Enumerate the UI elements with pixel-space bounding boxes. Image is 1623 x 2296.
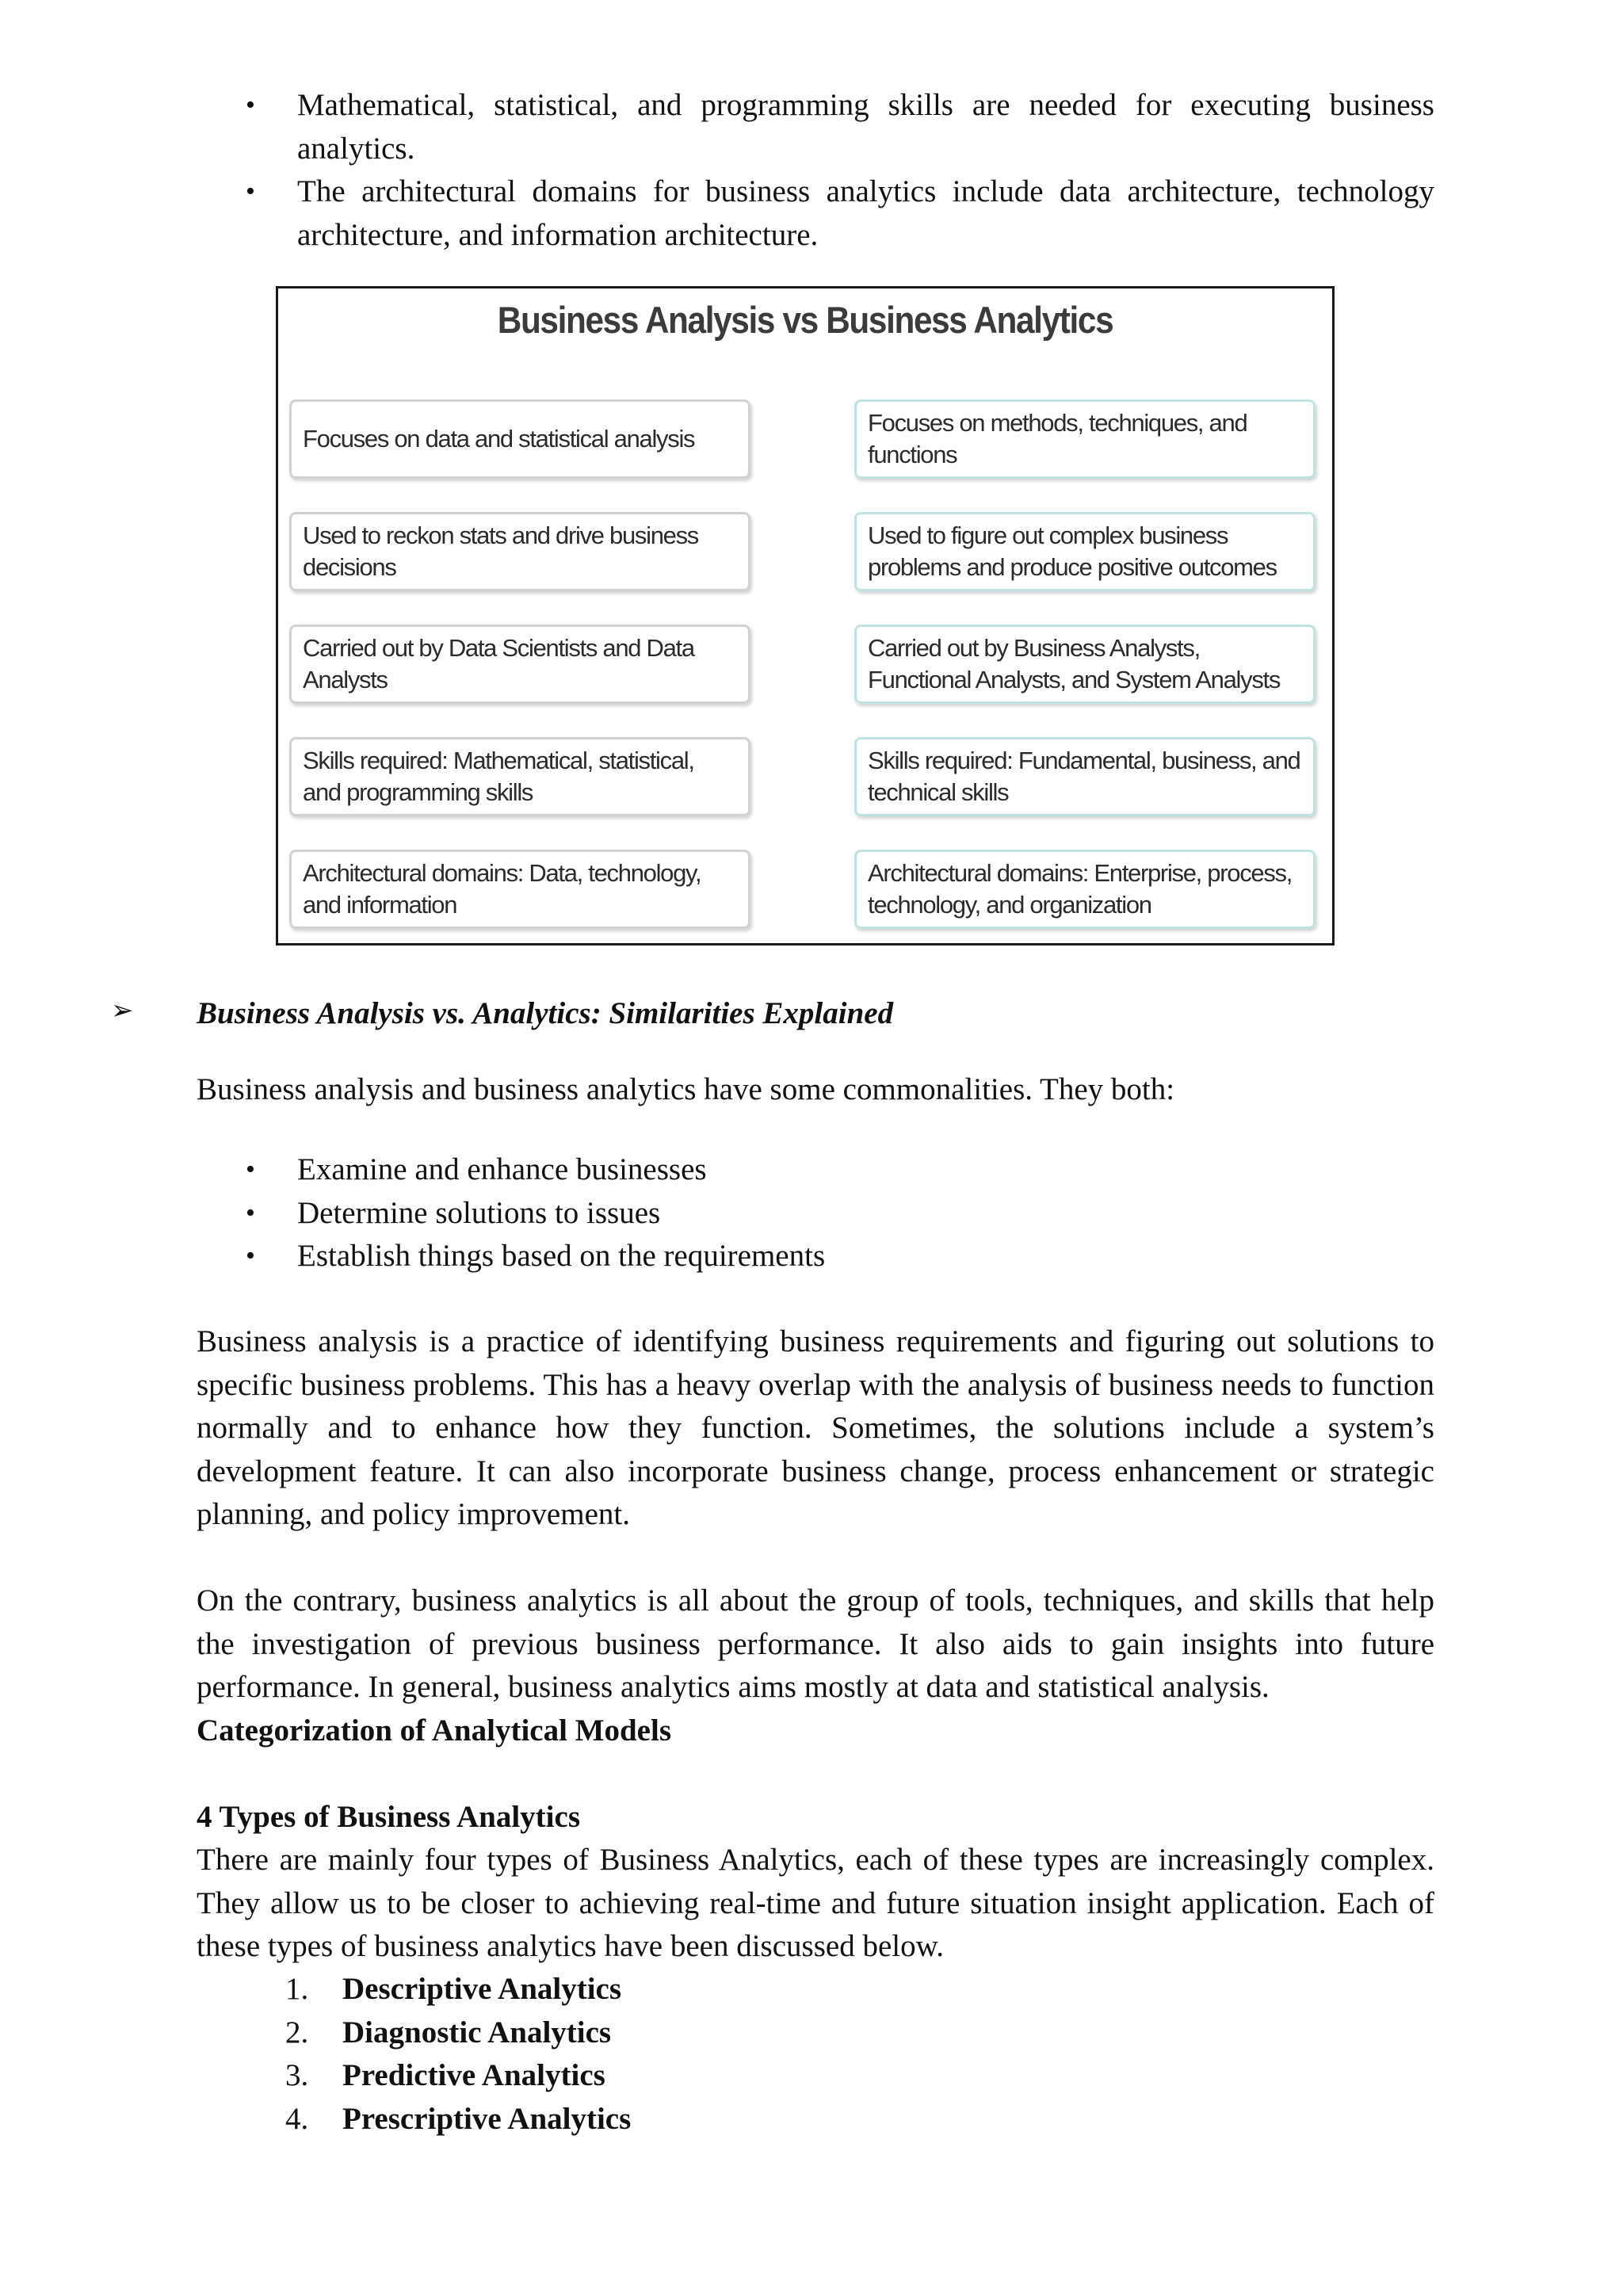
analysis-card: Architectural domains: Enterprise, process, technology, and organization (854, 850, 1316, 929)
analytics-card: Used to reckon stats and drive business decisions (289, 512, 750, 591)
analysis-card: Skills required: Fundamental, business, and technical skills (854, 737, 1316, 816)
list-item: • Establish things based on the requirements (236, 1235, 1434, 1278)
section-heading: Business Analysis vs. Analytics: Similarities Explained (197, 996, 894, 1030)
types-paragraph: There are mainly four types of Business Analytics, each of these types are increasingly complex. They allow us to be closer to achieving real-time and future situation insight application. Each of these types of business analytics have been discussed below. (197, 1843, 1434, 1963)
analysis-card: Used to figure out complex business problems and produce positive outcomes (854, 512, 1316, 591)
intro-paragraph: Business analysis and business analytics have some commonalities. They both: (197, 1072, 1175, 1106)
types-numbered-list (285, 1968, 631, 2141)
analytics-card: Architectural domains: Data, technology, and information (289, 850, 750, 929)
list-item: • Examine and enhance businesses (236, 1148, 1434, 1192)
analysis-card: Focuses on methods, techniques, and functions (854, 399, 1316, 479)
list-item (285, 1968, 631, 2011)
list-item: • Determine solutions to issues (236, 1192, 1434, 1236)
figure-title: Business Analysis vs Business Analytics (497, 299, 1113, 341)
list-item: • The architectural domains for business analytics include data architecture, technology architecture, and information architecture. (236, 170, 1434, 257)
analysis-card: Carried out by Business Analysts, Functional Analysts, and System Analysts (854, 625, 1316, 704)
list-label: Diagnostic Analytics (342, 2015, 612, 2050)
list-label: Predictive Analytics (342, 2058, 605, 2092)
similarities-list (236, 1148, 1434, 1278)
list-item: • Mathematical, statistical, and programming skills are needed for executing business analytics. (236, 84, 1434, 170)
list-label: Prescriptive Analytics (342, 2101, 632, 2136)
list-number: 3. (285, 2058, 309, 2092)
analytics-paragraph: On the contrary, business analytics is all about the group of tools, techniques, and skills that help the investigation of previous business performance. It also aids to gain insights into future performance. In general, business analytics aims mostly at data and statistical analysis. (197, 1584, 1434, 1704)
list-number: 4. (285, 2101, 309, 2136)
list-item (285, 2011, 631, 2055)
list-label: Descriptive Analytics (342, 1972, 622, 2006)
analytics-card: Skills required: Mathematical, statistical, and programming skills (289, 737, 750, 816)
analysis-paragraph: Business analysis is a practice of identifying business requirements and figuring out solutions to specific business problems. This has a heavy overlap with the analysis of business needs to function normally and to enhance how they function. Sometimes, the solutions include a system’s development feature. It can also incorporate business change, process enhancement or strategic planning, and policy improvement. (197, 1324, 1434, 1531)
analytics-column (289, 399, 750, 962)
arrow-bullet-icon: ➢ (111, 995, 134, 1026)
categorization-heading: Categorization of Analytical Models (197, 1713, 671, 1748)
top-bullet-list (236, 84, 1434, 257)
types-heading: 4 Types of Business Analytics (197, 1800, 580, 1834)
analytics-card: Focuses on data and statistical analysis (289, 399, 750, 479)
analysis-column (854, 399, 1316, 962)
comparison-figure (276, 286, 1335, 946)
list-item (285, 2054, 631, 2098)
list-number: 2. (285, 2015, 309, 2050)
analytics-card: Carried out by Data Scientists and Data Analysts (289, 625, 750, 704)
list-item (285, 2098, 631, 2141)
list-number: 1. (285, 1972, 309, 2006)
